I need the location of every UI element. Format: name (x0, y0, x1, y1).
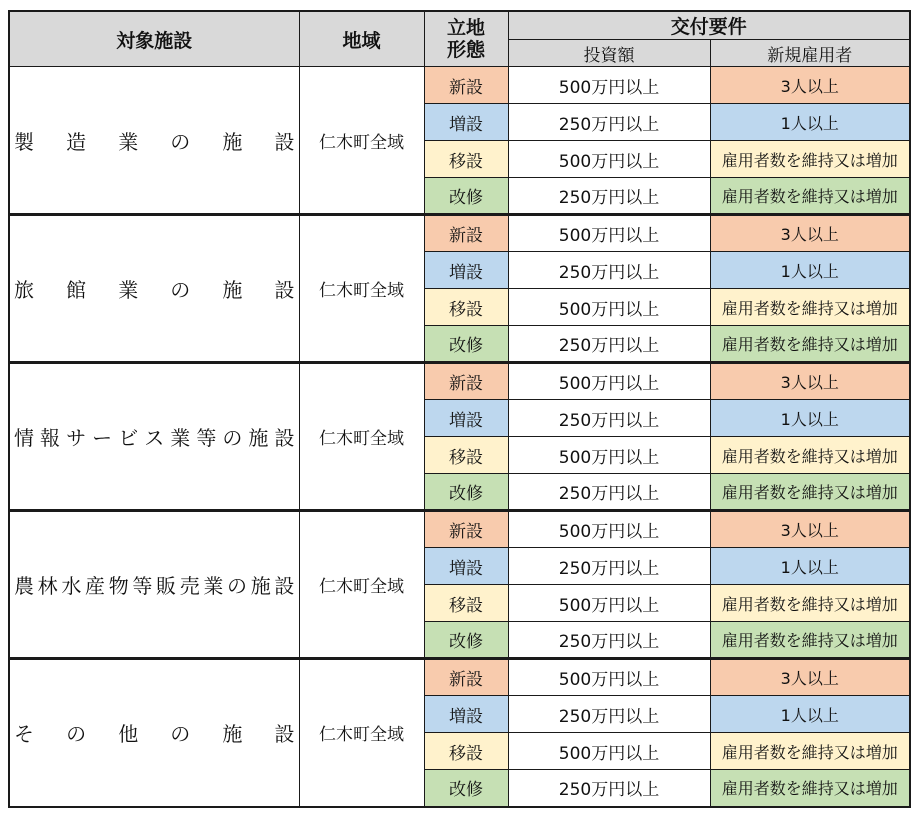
facility-name-char: 設 (274, 426, 295, 450)
new-hires-cell: 3人以上 (710, 659, 910, 696)
siting-type-cell: 増設 (424, 548, 508, 585)
siting-type-cell: 新設 (424, 511, 508, 548)
facility-name-char: そ (14, 722, 34, 747)
facility-name-char: 施 (222, 722, 243, 747)
subsidy-requirements-table (8, 10, 911, 808)
investment-cell: 500万円以上 (508, 659, 710, 696)
investment-cell: 250万円以上 (508, 548, 710, 585)
facility-name (9, 511, 299, 659)
investment-cell: 500万円以上 (508, 437, 710, 474)
facility-name-char: 施 (248, 426, 269, 450)
investment-cell: 250万円以上 (508, 474, 710, 511)
investment-cell: 250万円以上 (508, 178, 710, 215)
header-siting-type-line2: 形態 (446, 39, 485, 61)
facility-name-char: 林 (37, 574, 58, 598)
investment-cell: 250万円以上 (508, 622, 710, 659)
header-region: 地域 (299, 11, 424, 67)
facility-name-char: の (170, 278, 191, 302)
facility-name-char: の (170, 129, 191, 154)
facility-name-char: の (222, 426, 243, 450)
siting-type-cell: 増設 (424, 104, 508, 141)
header-requirements: 交付要件 (508, 11, 910, 40)
facility-name-char: ー (92, 426, 113, 450)
new-hires-cell: 雇用者数を維持又は増加 (710, 141, 910, 178)
investment-cell: 500万円以上 (508, 585, 710, 622)
investment-cell: 250万円以上 (508, 104, 710, 141)
investment-cell: 500万円以上 (508, 289, 710, 326)
facility-name-char: の (170, 722, 191, 747)
header-siting-type (424, 11, 508, 67)
new-hires-cell: 1人以上 (710, 400, 910, 437)
siting-type-cell: 改修 (424, 178, 508, 215)
siting-type-cell: 増設 (424, 400, 508, 437)
siting-type-cell: 改修 (424, 622, 508, 659)
facility-name (9, 215, 299, 363)
siting-type-cell: 移設 (424, 437, 508, 474)
table-row (9, 363, 910, 400)
facility-name-char: の (227, 574, 248, 598)
new-hires-cell: 3人以上 (710, 511, 910, 548)
header-siting-type-line1: 立地 (446, 17, 485, 39)
investment-cell: 250万円以上 (508, 770, 710, 807)
siting-type-cell: 移設 (424, 733, 508, 770)
facility-name-char: ビ (118, 426, 139, 450)
facility-name-char: 農 (14, 574, 34, 598)
new-hires-cell: 雇用者数を維持又は増加 (710, 437, 910, 474)
table-row (9, 659, 910, 696)
table-row (9, 511, 910, 548)
facility-name-char: 他 (118, 722, 139, 747)
new-hires-cell: 雇用者数を維持又は増加 (710, 474, 910, 511)
siting-type-cell: 移設 (424, 289, 508, 326)
facility-name-char: 業 (170, 426, 191, 450)
facility-name-char: 造 (66, 129, 87, 154)
siting-type-cell: 新設 (424, 67, 508, 104)
facility-name (9, 363, 299, 511)
siting-type-cell: 改修 (424, 326, 508, 363)
new-hires-cell: 雇用者数を維持又は増加 (710, 178, 910, 215)
new-hires-cell: 1人以上 (710, 104, 910, 141)
table-row (9, 215, 910, 252)
facility-name-char: 設 (274, 722, 295, 747)
siting-type-cell: 改修 (424, 474, 508, 511)
new-hires-cell: 1人以上 (710, 696, 910, 733)
facility-name (9, 659, 299, 807)
facility-name-char: 設 (274, 129, 295, 154)
siting-type-cell: 改修 (424, 770, 508, 807)
region-cell: 仁木町全域 (299, 511, 424, 659)
header-investment: 投資額 (508, 40, 710, 67)
new-hires-cell: 1人以上 (710, 548, 910, 585)
investment-cell: 500万円以上 (508, 363, 710, 400)
siting-type-cell: 新設 (424, 363, 508, 400)
new-hires-cell: 雇用者数を維持又は増加 (710, 622, 910, 659)
region-cell: 仁木町全域 (299, 659, 424, 807)
facility-name-char: 売 (179, 574, 200, 598)
facility-name-char: 業 (118, 278, 139, 302)
siting-type-cell: 新設 (424, 215, 508, 252)
facility-name-char: 施 (222, 278, 243, 302)
new-hires-cell: 雇用者数を維持又は増加 (710, 289, 910, 326)
investment-cell: 250万円以上 (508, 252, 710, 289)
new-hires-cell: 3人以上 (710, 215, 910, 252)
investment-cell: 500万円以上 (508, 141, 710, 178)
investment-cell: 500万円以上 (508, 511, 710, 548)
facility-name-char: サ (66, 426, 87, 450)
facility-name-char: 等 (196, 426, 217, 450)
facility-name-char: 設 (274, 574, 295, 598)
siting-type-cell: 増設 (424, 252, 508, 289)
facility-name-char: 情 (14, 426, 34, 450)
siting-type-cell: 移設 (424, 585, 508, 622)
investment-cell: 500万円以上 (508, 67, 710, 104)
new-hires-cell: 3人以上 (710, 363, 910, 400)
region-cell: 仁木町全域 (299, 67, 424, 215)
region-cell: 仁木町全域 (299, 363, 424, 511)
investment-cell: 500万円以上 (508, 733, 710, 770)
siting-type-cell: 新設 (424, 659, 508, 696)
facility-name-char: 業 (118, 129, 139, 154)
facility-name-char: ス (144, 426, 165, 450)
new-hires-cell: 雇用者数を維持又は増加 (710, 326, 910, 363)
investment-cell: 250万円以上 (508, 696, 710, 733)
facility-name-char: 設 (274, 278, 295, 302)
facility-name-char: の (66, 722, 87, 747)
investment-cell: 250万円以上 (508, 326, 710, 363)
facility-name-char: 等 (132, 574, 153, 598)
header-facility: 対象施設 (9, 11, 299, 67)
new-hires-cell: 雇用者数を維持又は増加 (710, 770, 910, 807)
facility-name-char: 業 (203, 574, 224, 598)
investment-cell: 500万円以上 (508, 215, 710, 252)
facility-name-char: 旅 (14, 278, 34, 302)
siting-type-cell: 増設 (424, 696, 508, 733)
new-hires-cell: 1人以上 (710, 252, 910, 289)
investment-cell: 250万円以上 (508, 400, 710, 437)
new-hires-cell: 雇用者数を維持又は増加 (710, 585, 910, 622)
table-row (9, 67, 910, 104)
facility-name-char: 館 (66, 278, 87, 302)
header-new-hires: 新規雇用者 (710, 40, 910, 67)
facility-name-char: 物 (108, 574, 129, 598)
facility-name-char: 製 (14, 129, 34, 154)
facility-name-char: 産 (85, 574, 106, 598)
facility-name-char: 販 (156, 574, 177, 598)
siting-type-cell: 移設 (424, 141, 508, 178)
facility-name-char: 水 (61, 574, 82, 598)
facility-name (9, 67, 299, 215)
new-hires-cell: 3人以上 (710, 67, 910, 104)
facility-name-char: 施 (250, 574, 271, 598)
region-cell: 仁木町全域 (299, 215, 424, 363)
facility-name-char: 施 (222, 129, 243, 154)
new-hires-cell: 雇用者数を維持又は増加 (710, 733, 910, 770)
facility-name-char: 報 (40, 426, 61, 450)
